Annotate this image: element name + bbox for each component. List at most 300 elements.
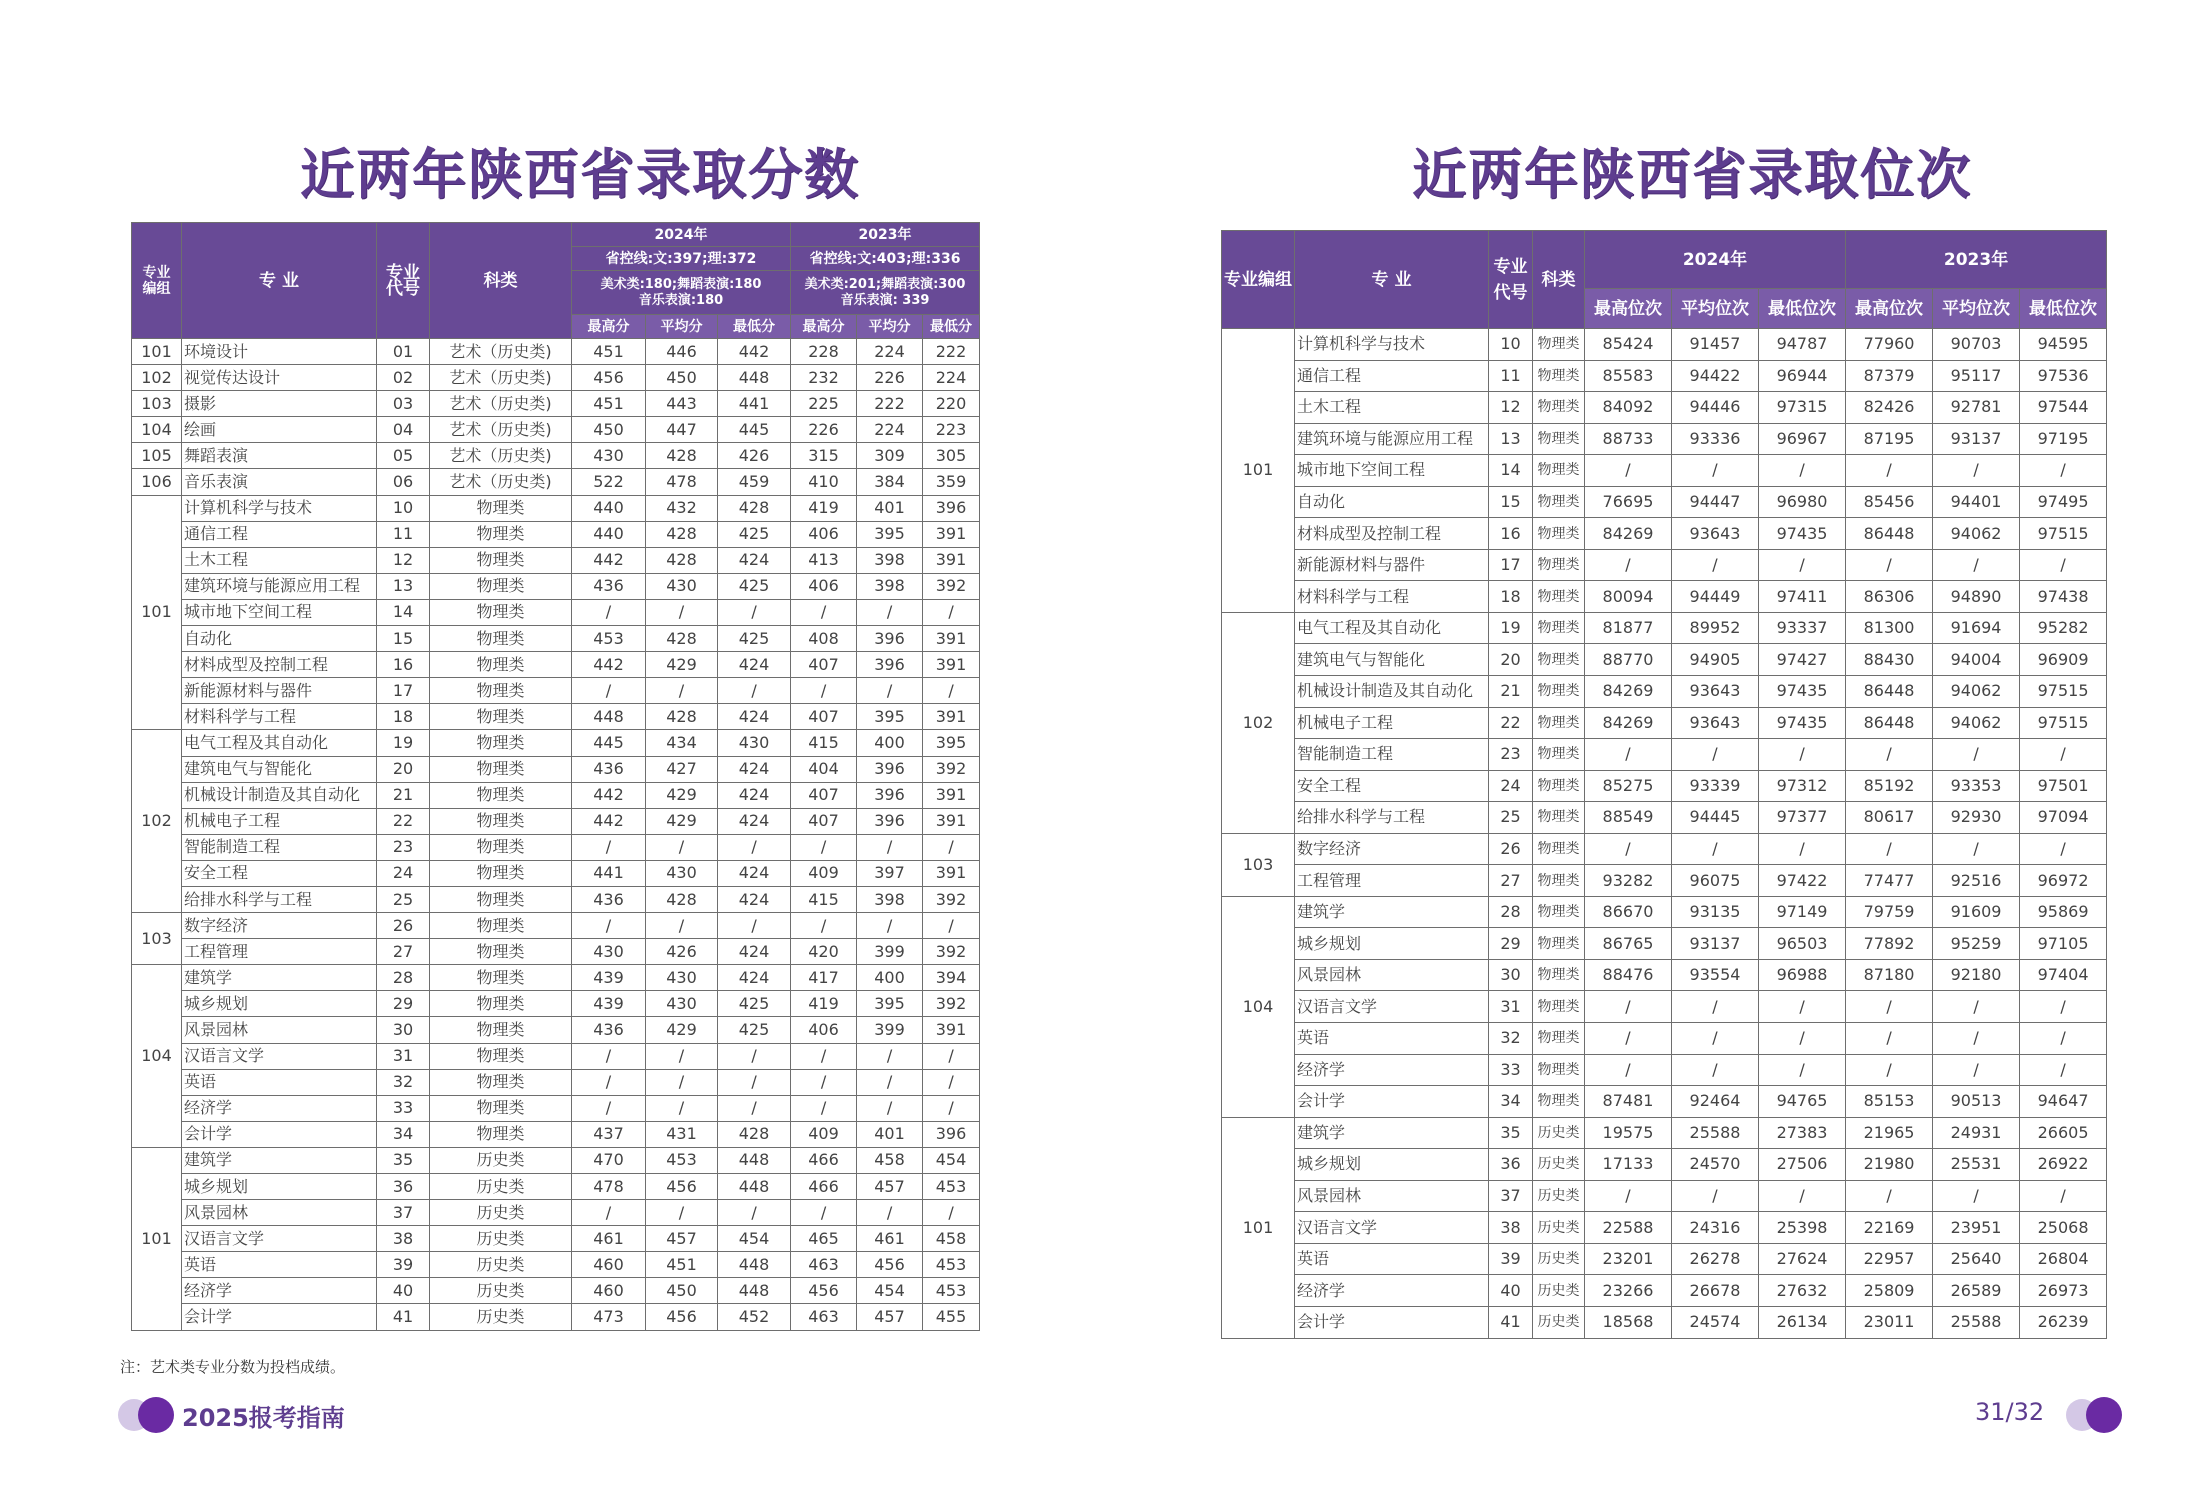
cell-min-2024: 97435 <box>1759 676 1846 708</box>
cell-category: 物理类 <box>430 521 572 547</box>
cell-max-2023: 86448 <box>1846 518 1933 550</box>
table-row <box>132 782 980 808</box>
header-group: 专业编组 <box>1222 231 1295 329</box>
table-row <box>132 860 980 886</box>
cell-min-2023: 224 <box>923 365 980 391</box>
cell-avg-2023: 224 <box>857 417 923 443</box>
cell-major: 新能源材料与器件 <box>182 678 377 704</box>
cell-major: 视觉传达设计 <box>182 365 377 391</box>
header-major: 专 业 <box>1295 231 1489 329</box>
cell-min-2024: 448 <box>718 1278 791 1304</box>
cell-major: 自动化 <box>1295 486 1489 518</box>
cell-category: 艺术（历史类) <box>430 365 572 391</box>
cell-min-2024: 94765 <box>1759 1086 1846 1118</box>
score-page-title: 近两年陕西省录取分数 <box>300 143 860 206</box>
cell-category: 物理类 <box>430 1017 572 1043</box>
table-row <box>132 991 980 1017</box>
cell-max-2024: 442 <box>572 808 646 834</box>
cell-avg-2024: 428 <box>646 443 718 469</box>
table-row <box>132 1069 980 1095</box>
cell-avg-2024: 93339 <box>1672 770 1759 802</box>
cell-avg-2023: / <box>857 1095 923 1121</box>
cell-max-2023: 410 <box>791 469 857 495</box>
table-row <box>132 1121 980 1147</box>
cell-max-2024: 18568 <box>1585 1306 1672 1338</box>
cell-min-2023: 396 <box>923 495 980 521</box>
table-row <box>1222 455 2107 487</box>
table-row <box>132 939 980 965</box>
cell-max-2024: 88476 <box>1585 959 1672 991</box>
control-line-2023: 省控线:文:403;理:336 <box>791 247 980 271</box>
cell-code: 17 <box>1489 549 1533 581</box>
cell-max-2023: / <box>1846 455 1933 487</box>
cell-max-2024: / <box>1585 1054 1672 1086</box>
footer-guide-title: 2025报考指南 <box>182 1404 345 1432</box>
cell-major: 会计学 <box>182 1304 377 1330</box>
cell-min-2024: 97377 <box>1759 802 1846 834</box>
cell-avg-2024: / <box>1672 549 1759 581</box>
cell-category: 物理类 <box>1533 329 1585 361</box>
cell-avg-2024: 478 <box>646 469 718 495</box>
cell-max-2024: / <box>572 678 646 704</box>
cell-min-2023: / <box>923 1043 980 1069</box>
cell-max-2023: 23011 <box>1846 1306 1933 1338</box>
cell-max-2023: 407 <box>791 808 857 834</box>
cell-avg-2024: 96075 <box>1672 865 1759 897</box>
cell-category: 物理类 <box>1533 959 1585 991</box>
cell-code: 21 <box>1489 676 1533 708</box>
cell-avg-2023: / <box>857 599 923 625</box>
cell-max-2023: 85456 <box>1846 486 1933 518</box>
cell-avg-2024: 89952 <box>1672 612 1759 644</box>
cell-avg-2024: 93336 <box>1672 423 1759 455</box>
cell-category: 历史类 <box>430 1226 572 1252</box>
cell-code: 32 <box>377 1069 430 1095</box>
cell-major: 机械设计制造及其自动化 <box>182 782 377 808</box>
cell-min-2024: 94787 <box>1759 329 1846 361</box>
cell-category: 历史类 <box>1533 1243 1585 1275</box>
cell-max-2023: / <box>791 834 857 860</box>
cell-min-2024: 93337 <box>1759 612 1846 644</box>
cell-min-2024: 424 <box>718 860 791 886</box>
table-row <box>132 1226 980 1252</box>
cell-code: 36 <box>1489 1149 1533 1181</box>
cell-avg-2023: 399 <box>857 1017 923 1043</box>
cell-category: 物理类 <box>430 1121 572 1147</box>
cell-min-2023: 96909 <box>2020 644 2107 676</box>
cell-avg-2023: 224 <box>857 339 923 365</box>
table-row <box>1222 676 2107 708</box>
cell-min-2024: / <box>718 913 791 939</box>
cell-max-2024: 437 <box>572 1121 646 1147</box>
cell-min-2023: 94595 <box>2020 329 2107 361</box>
cell-major: 材料成型及控制工程 <box>1295 518 1489 550</box>
cell-category: 历史类 <box>430 1147 572 1173</box>
cell-avg-2024: 453 <box>646 1147 718 1173</box>
cell-max-2024: 453 <box>572 626 646 652</box>
table-row <box>1222 833 2107 865</box>
cell-avg-2023: 94401 <box>1933 486 2020 518</box>
header-year-2024: 2024年 <box>1585 231 1846 289</box>
cell-max-2023: 87180 <box>1846 959 1933 991</box>
cell-avg-2024: / <box>646 599 718 625</box>
header-year-2024: 2024年 <box>572 223 791 247</box>
cell-avg-2023: 93137 <box>1933 423 2020 455</box>
cell-max-2023: 80617 <box>1846 802 1933 834</box>
table-row <box>1222 1023 2107 1055</box>
cell-category: 历史类 <box>430 1174 572 1200</box>
cell-min-2024: 424 <box>718 547 791 573</box>
cell-major: 建筑学 <box>1295 896 1489 928</box>
cell-min-2024: 424 <box>718 808 791 834</box>
cell-code: 20 <box>1489 644 1533 676</box>
table-row <box>1222 1086 2107 1118</box>
cell-min-2023: 26922 <box>2020 1149 2107 1181</box>
header-avg-2023: 平均分 <box>857 315 923 339</box>
cell-avg-2023: 94062 <box>1933 518 2020 550</box>
cell-max-2023: 77477 <box>1846 865 1933 897</box>
cell-max-2024: / <box>1585 739 1672 771</box>
cell-max-2024: 88770 <box>1585 644 1672 676</box>
cell-major: 风景园林 <box>1295 1180 1489 1212</box>
cell-category: 物理类 <box>1533 581 1585 613</box>
table-row <box>132 886 980 912</box>
header-category: 科类 <box>1533 231 1585 329</box>
cell-avg-2023: / <box>857 1200 923 1226</box>
cell-major: 建筑环境与能源应用工程 <box>182 573 377 599</box>
cell-max-2023: / <box>791 1200 857 1226</box>
cell-code: 21 <box>377 782 430 808</box>
cell-avg-2024: 94449 <box>1672 581 1759 613</box>
cell-max-2024: 84092 <box>1585 392 1672 424</box>
cell-major: 土木工程 <box>1295 392 1489 424</box>
cell-min-2023: / <box>2020 1023 2107 1055</box>
cell-code: 19 <box>1489 612 1533 644</box>
cell-min-2024: 97435 <box>1759 707 1846 739</box>
cell-min-2023: 95869 <box>2020 896 2107 928</box>
cell-major: 建筑学 <box>1295 1117 1489 1149</box>
cell-avg-2024: / <box>1672 455 1759 487</box>
cell-code: 27 <box>377 939 430 965</box>
cell-min-2023: 223 <box>923 417 980 443</box>
cell-min-2023: 97536 <box>2020 360 2107 392</box>
table-row <box>1222 802 2107 834</box>
cell-max-2023: / <box>1846 549 1933 581</box>
cell-avg-2023: 309 <box>857 443 923 469</box>
cell-major: 英语 <box>182 1069 377 1095</box>
cell-max-2023: 415 <box>791 730 857 756</box>
cell-min-2023: 25068 <box>2020 1212 2107 1244</box>
table-row <box>1222 1054 2107 1086</box>
cell-code: 22 <box>377 808 430 834</box>
cell-min-2024: / <box>1759 1054 1846 1086</box>
table-row <box>132 834 980 860</box>
cell-major: 风景园林 <box>182 1017 377 1043</box>
cell-avg-2023: 398 <box>857 573 923 599</box>
cell-avg-2024: 446 <box>646 339 718 365</box>
cell-min-2023: 391 <box>923 521 980 547</box>
cell-max-2024: 456 <box>572 365 646 391</box>
cell-min-2023: 97515 <box>2020 707 2107 739</box>
cell-code: 01 <box>377 339 430 365</box>
table-row <box>1222 329 2107 361</box>
cell-group: 101 <box>132 495 182 730</box>
cell-min-2024: 425 <box>718 521 791 547</box>
cell-category: 物理类 <box>430 782 572 808</box>
cell-max-2023: 404 <box>791 756 857 782</box>
cell-code: 31 <box>377 1043 430 1069</box>
cell-major: 城乡规划 <box>1295 1149 1489 1181</box>
cell-code: 29 <box>1489 928 1533 960</box>
cell-avg-2023: 395 <box>857 991 923 1017</box>
cell-max-2023: 406 <box>791 573 857 599</box>
cell-min-2024: 96944 <box>1759 360 1846 392</box>
cell-max-2023: 417 <box>791 965 857 991</box>
cell-min-2024: 426 <box>718 443 791 469</box>
table-row <box>132 1147 980 1173</box>
table-row <box>1222 581 2107 613</box>
cell-max-2023: 406 <box>791 521 857 547</box>
cell-max-2024: 85275 <box>1585 770 1672 802</box>
cell-min-2023: 97515 <box>2020 676 2107 708</box>
cell-category: 物理类 <box>1533 644 1585 676</box>
cell-min-2023: / <box>2020 1180 2107 1212</box>
cell-avg-2024: 430 <box>646 991 718 1017</box>
cell-category: 物理类 <box>1533 392 1585 424</box>
cell-code: 17 <box>377 678 430 704</box>
cell-min-2023: 453 <box>923 1278 980 1304</box>
table-row <box>132 730 980 756</box>
cell-avg-2024: / <box>646 1069 718 1095</box>
cell-category: 历史类 <box>430 1304 572 1330</box>
cell-min-2024: 424 <box>718 939 791 965</box>
cell-major: 智能制造工程 <box>182 834 377 860</box>
cell-avg-2024: 456 <box>646 1304 718 1330</box>
cell-avg-2023: 94062 <box>1933 676 2020 708</box>
table-row <box>132 547 980 573</box>
cell-max-2024: 81877 <box>1585 612 1672 644</box>
cell-avg-2024: 94447 <box>1672 486 1759 518</box>
header-max-rank-2024: 最高位次 <box>1585 289 1672 329</box>
cell-avg-2024: 26278 <box>1672 1243 1759 1275</box>
table-row <box>132 626 980 652</box>
table-row <box>132 1095 980 1121</box>
cell-min-2023: 455 <box>923 1304 980 1330</box>
cell-max-2024: 17133 <box>1585 1149 1672 1181</box>
cell-avg-2023: 396 <box>857 626 923 652</box>
cell-category: 物理类 <box>1533 676 1585 708</box>
cell-min-2024: 428 <box>718 495 791 521</box>
cell-code: 02 <box>377 365 430 391</box>
cell-min-2024: 97435 <box>1759 518 1846 550</box>
cell-max-2024: 460 <box>572 1252 646 1278</box>
cell-avg-2024: / <box>646 1200 718 1226</box>
cell-avg-2023: 222 <box>857 391 923 417</box>
cell-code: 14 <box>377 599 430 625</box>
cell-major: 数字经济 <box>182 913 377 939</box>
cell-avg-2024: 94422 <box>1672 360 1759 392</box>
cell-min-2023: 97501 <box>2020 770 2107 802</box>
cell-max-2024: / <box>572 913 646 939</box>
cell-max-2024: 442 <box>572 782 646 808</box>
cell-category: 物理类 <box>1533 739 1585 771</box>
cell-avg-2024: 430 <box>646 860 718 886</box>
cell-max-2023: 86306 <box>1846 581 1933 613</box>
cell-min-2024: 424 <box>718 756 791 782</box>
cell-group: 102 <box>1222 612 1295 833</box>
cell-code: 04 <box>377 417 430 443</box>
cell-avg-2023: 398 <box>857 886 923 912</box>
cell-max-2024: / <box>572 1095 646 1121</box>
art-line-2023: 美术类:201;舞蹈表演:300 音乐表演: 339 <box>791 271 980 315</box>
cell-min-2023: 391 <box>923 782 980 808</box>
cell-max-2023: 79759 <box>1846 896 1933 928</box>
cell-max-2024: 442 <box>572 652 646 678</box>
cell-avg-2023: 23951 <box>1933 1212 2020 1244</box>
cell-group: 103 <box>132 391 182 417</box>
cell-code: 15 <box>377 626 430 652</box>
cell-max-2024: / <box>1585 549 1672 581</box>
cell-major: 材料成型及控制工程 <box>182 652 377 678</box>
cell-code: 18 <box>1489 581 1533 613</box>
cell-avg-2024: 429 <box>646 652 718 678</box>
cell-min-2024: / <box>1759 991 1846 1023</box>
cell-major: 音乐表演 <box>182 469 377 495</box>
cell-avg-2023: 92516 <box>1933 865 2020 897</box>
cell-category: 物理类 <box>1533 833 1585 865</box>
cell-max-2023: 81300 <box>1846 612 1933 644</box>
cell-max-2024: 461 <box>572 1226 646 1252</box>
cell-avg-2023: 95117 <box>1933 360 2020 392</box>
table-row <box>1222 1212 2107 1244</box>
cell-group: 104 <box>132 965 182 1148</box>
cell-avg-2024: 429 <box>646 808 718 834</box>
cell-code: 40 <box>1489 1275 1533 1307</box>
cell-code: 12 <box>1489 392 1533 424</box>
cell-min-2023: 94647 <box>2020 1086 2107 1118</box>
cell-group: 102 <box>132 365 182 391</box>
cell-major: 经济学 <box>182 1278 377 1304</box>
cell-category: 历史类 <box>1533 1306 1585 1338</box>
cell-category: 物理类 <box>430 652 572 678</box>
cell-code: 37 <box>1489 1180 1533 1212</box>
cell-major: 工程管理 <box>1295 865 1489 897</box>
cell-avg-2024: 24574 <box>1672 1306 1759 1338</box>
cell-min-2024: 424 <box>718 782 791 808</box>
cell-min-2024: / <box>1759 455 1846 487</box>
cell-min-2023: 391 <box>923 626 980 652</box>
header-avg-2024: 平均分 <box>646 315 718 339</box>
cell-category: 历史类 <box>1533 1180 1585 1212</box>
cell-category: 物理类 <box>1533 928 1585 960</box>
table-row <box>132 443 980 469</box>
cell-max-2024: 84269 <box>1585 676 1672 708</box>
cell-max-2023: / <box>1846 1023 1933 1055</box>
cell-max-2023: / <box>791 913 857 939</box>
cell-avg-2023: 90703 <box>1933 329 2020 361</box>
cell-code: 23 <box>1489 739 1533 771</box>
cell-avg-2023: 226 <box>857 365 923 391</box>
header-code: 专业 代号 <box>1489 231 1533 329</box>
cell-major: 建筑环境与能源应用工程 <box>1295 423 1489 455</box>
cell-avg-2024: 429 <box>646 1017 718 1043</box>
cell-max-2023: 77960 <box>1846 329 1933 361</box>
rank-page-title: 近两年陕西省录取位次 <box>1412 143 1972 206</box>
cell-avg-2023: 461 <box>857 1226 923 1252</box>
cell-major: 会计学 <box>1295 1086 1489 1118</box>
cell-major: 机械设计制造及其自动化 <box>1295 676 1489 708</box>
cell-code: 10 <box>377 495 430 521</box>
cell-max-2023: 406 <box>791 1017 857 1043</box>
cell-max-2024: 85424 <box>1585 329 1672 361</box>
cell-category: 物理类 <box>1533 802 1585 834</box>
cell-major: 英语 <box>1295 1243 1489 1275</box>
cell-category: 物理类 <box>1533 896 1585 928</box>
cell-max-2023: 456 <box>791 1278 857 1304</box>
cell-min-2023: / <box>2020 833 2107 865</box>
cell-code: 35 <box>377 1147 430 1173</box>
cell-category: 物理类 <box>430 756 572 782</box>
cell-max-2023: / <box>791 678 857 704</box>
cell-max-2024: 88549 <box>1585 802 1672 834</box>
cell-max-2023: 466 <box>791 1147 857 1173</box>
cell-group: 101 <box>132 1147 182 1330</box>
cell-max-2024: 88733 <box>1585 423 1672 455</box>
cell-major: 机械电子工程 <box>182 808 377 834</box>
cell-avg-2024: 431 <box>646 1121 718 1147</box>
table-row <box>1222 1149 2107 1181</box>
cell-avg-2023: 395 <box>857 704 923 730</box>
cell-min-2024: 96967 <box>1759 423 1846 455</box>
cell-major: 计算机科学与技术 <box>182 495 377 521</box>
header-group: 专业 编组 <box>132 223 182 339</box>
table-row <box>1222 1117 2107 1149</box>
cell-code: 13 <box>377 573 430 599</box>
cell-avg-2023: 458 <box>857 1147 923 1173</box>
cell-category: 物理类 <box>430 626 572 652</box>
cell-min-2024: / <box>718 599 791 625</box>
table-row <box>1222 739 2107 771</box>
cell-category: 历史类 <box>430 1200 572 1226</box>
cell-min-2024: 27506 <box>1759 1149 1846 1181</box>
cell-major: 经济学 <box>1295 1054 1489 1086</box>
cell-avg-2024: 93137 <box>1672 928 1759 960</box>
cell-max-2023: 226 <box>791 417 857 443</box>
cell-avg-2023: / <box>857 678 923 704</box>
cell-min-2024: 441 <box>718 391 791 417</box>
cell-code: 30 <box>1489 959 1533 991</box>
cell-major: 建筑学 <box>182 1147 377 1173</box>
cell-major: 通信工程 <box>182 521 377 547</box>
cell-major: 经济学 <box>1295 1275 1489 1307</box>
cell-avg-2024: 456 <box>646 1174 718 1200</box>
cell-max-2024: 439 <box>572 991 646 1017</box>
table-row <box>132 913 980 939</box>
cell-avg-2023: 25588 <box>1933 1306 2020 1338</box>
cell-code: 16 <box>377 652 430 678</box>
cell-category: 物理类 <box>1533 486 1585 518</box>
table-row <box>1222 896 2107 928</box>
cell-group: 101 <box>1222 329 1295 613</box>
cell-code: 41 <box>1489 1306 1533 1338</box>
cell-min-2024: 448 <box>718 1147 791 1173</box>
cell-major: 建筑学 <box>182 965 377 991</box>
cell-min-2023: / <box>2020 991 2107 1023</box>
cell-max-2023: 86448 <box>1846 676 1933 708</box>
cell-min-2023: 453 <box>923 1252 980 1278</box>
cell-min-2024: 97312 <box>1759 770 1846 802</box>
cell-code: 03 <box>377 391 430 417</box>
